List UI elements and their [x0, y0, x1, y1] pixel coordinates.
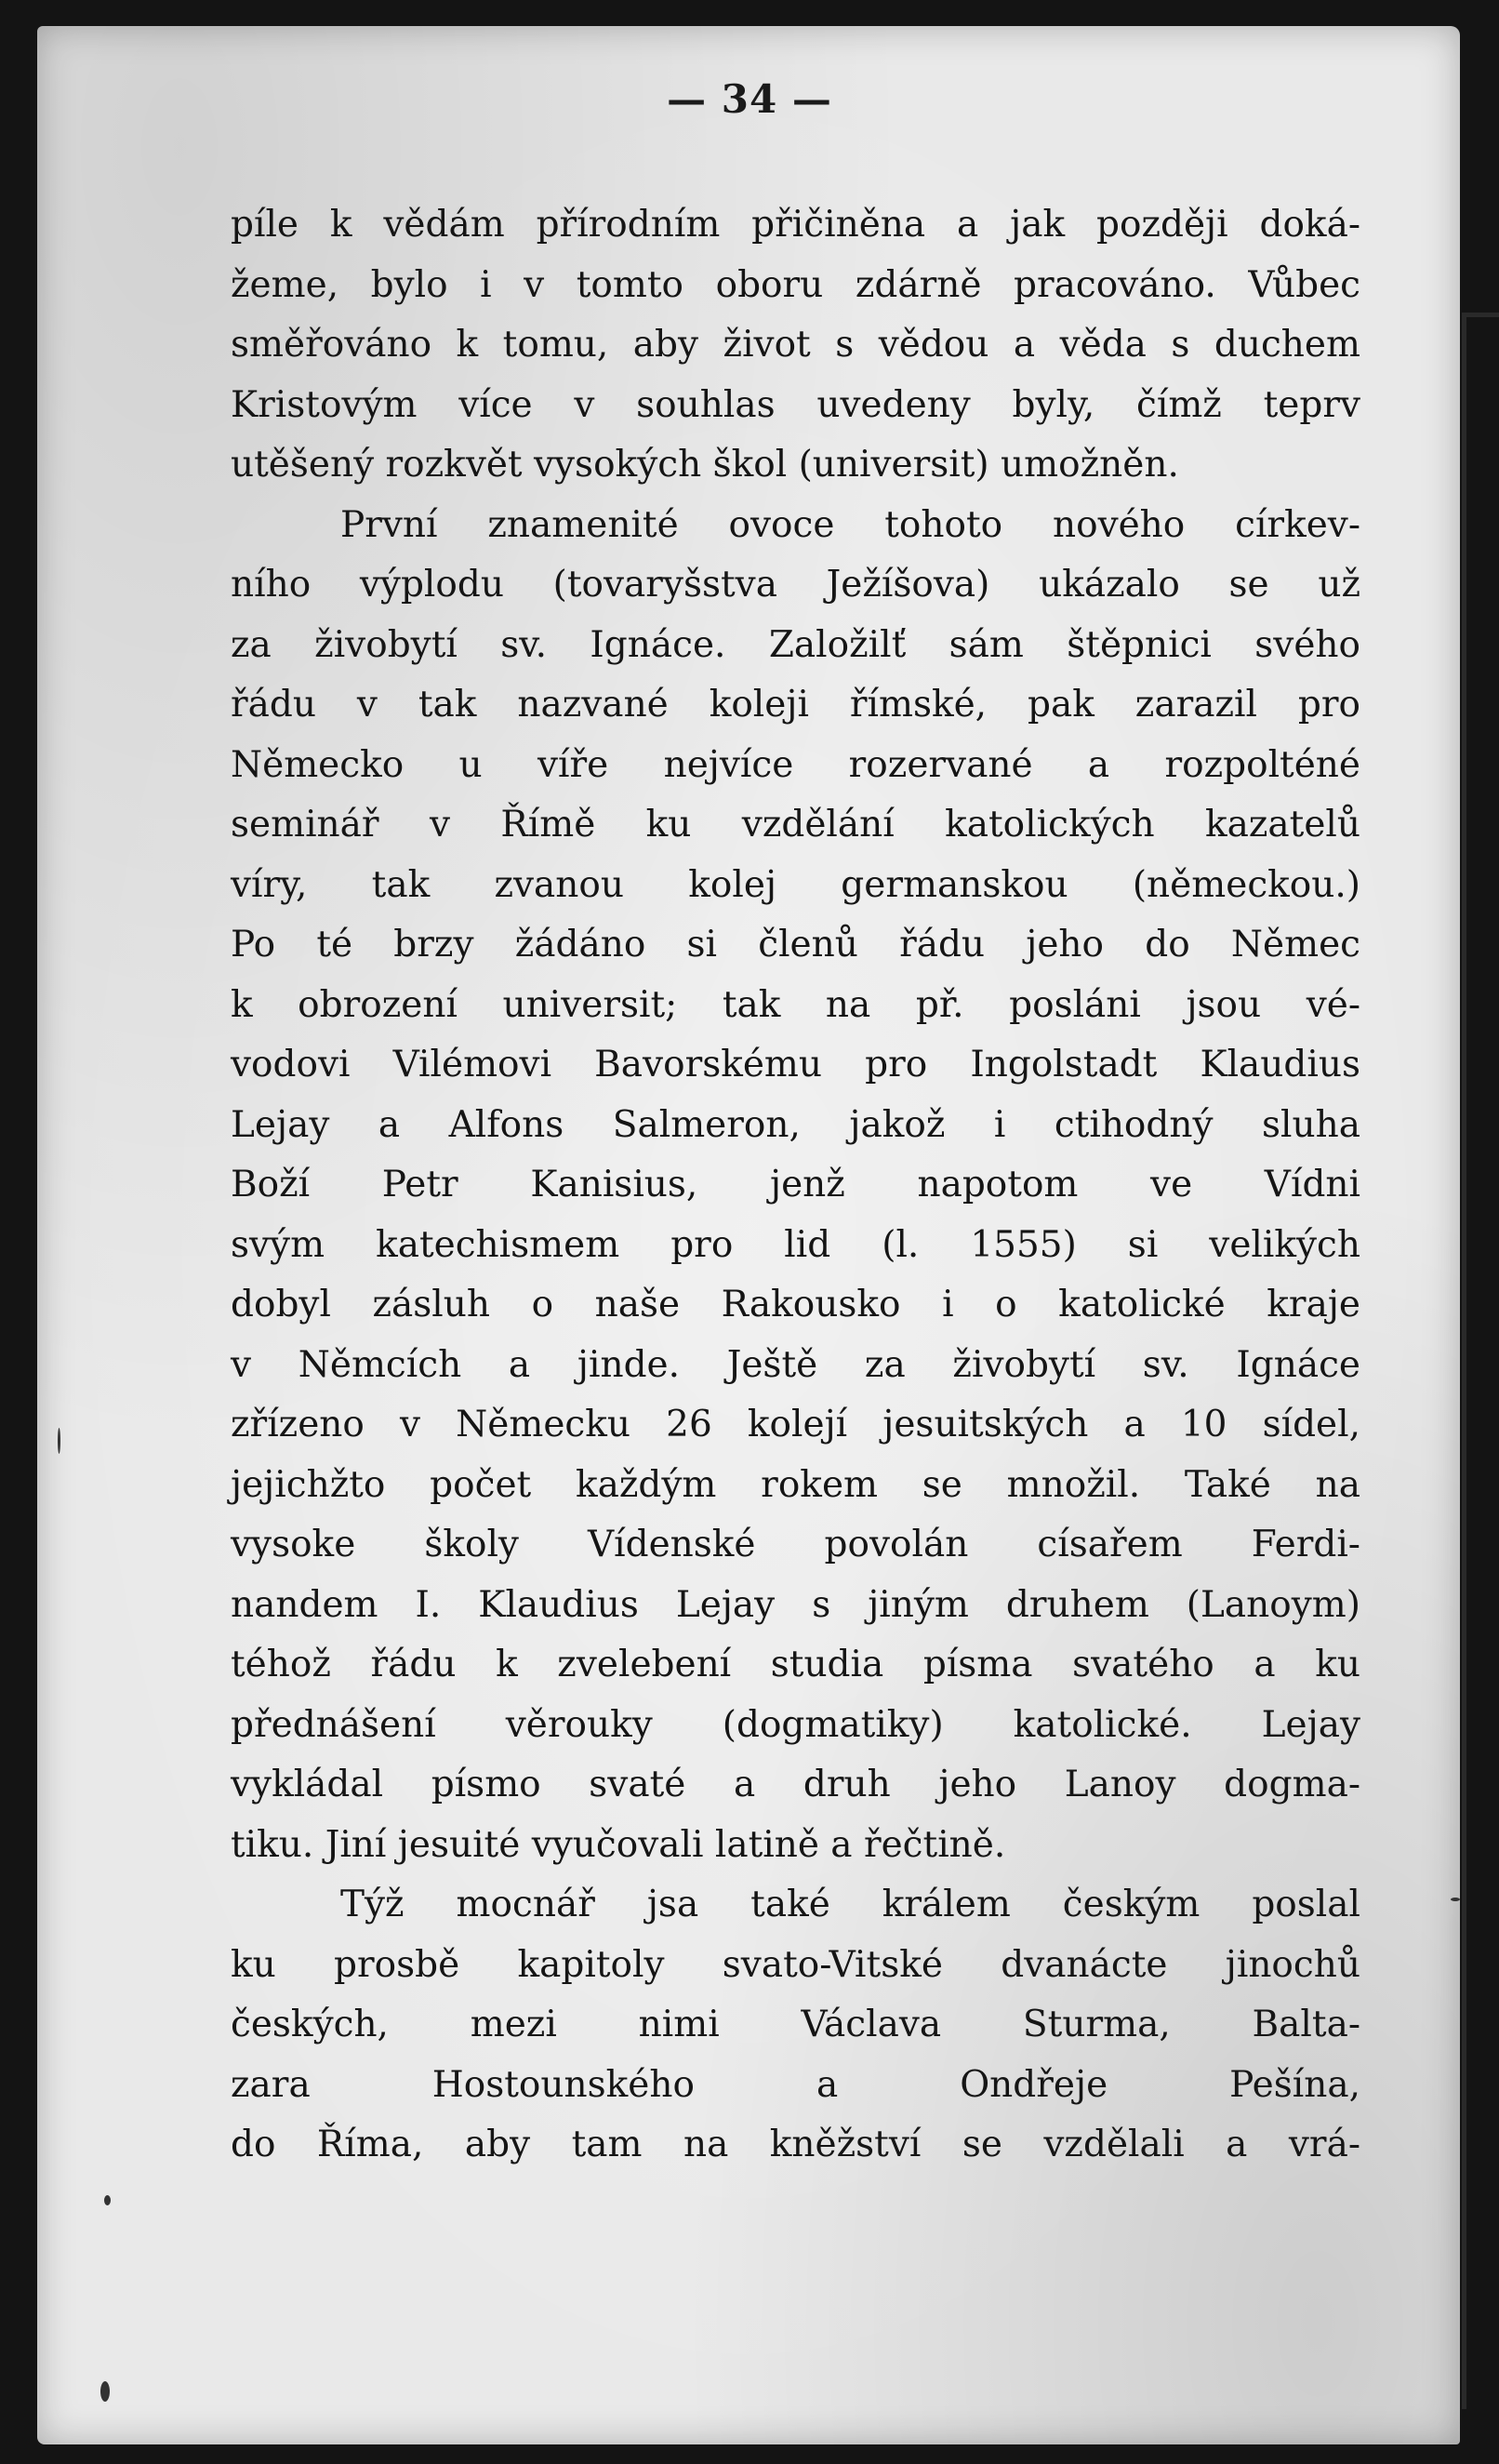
text-line: ku prosbě kapitoly svato-Vitské dvanácte jinochů [231, 1943, 1360, 1986]
page-edge-shadow [1462, 316, 1466, 2409]
text-line: První znamenité ovoce tohoto nového církev- [340, 503, 1360, 546]
text-line: utěšený rozkvět vysokých škol (universit) umožněn. [231, 444, 1179, 486]
text-line: zřízeno v Německu 26 kolejí jesuitských a 10 sídel, [231, 1404, 1360, 1445]
text-line: přednášení věrouky (dogmatiky) katolické. Lejay [231, 1703, 1360, 1746]
text-line: nandem I. Klaudius Lejay s jiným druhem (Lanoym) [231, 1583, 1360, 1626]
text-line: zara Hostounského a Ondřeje Pešína, [231, 2063, 1360, 2106]
text-line: vysoke školy Vídenské povolán císařem Ferdi- [231, 1524, 1360, 1565]
text-line: píle k vědám přírodním přičiněna a jak později doká- [231, 204, 1360, 246]
text-line: Týž mocnář jsa také králem českým poslal [340, 1884, 1360, 1925]
text-line: žeme, bylo i v tomto oboru zdárně pracováno. Vůbec [231, 263, 1360, 306]
text-line: jejichžto počet každým rokem se množil. Také na [231, 1463, 1360, 1506]
text-line: Boží Petr Kanisius, jenž napotom ve Vídni [231, 1164, 1360, 1205]
paragraph-1 [231, 195, 1360, 1875]
scan-speck [104, 2195, 111, 2205]
text-line: vykládal písmo svaté a druh jeho Lanoy dogma- [231, 1764, 1360, 1805]
body-text [231, 195, 1360, 2176]
text-line: Německo u víře nejvíce rozervané a rozpolténé [231, 743, 1360, 786]
text-line: seminář v Římě ku vzdělání katolických kazatelů [231, 804, 1360, 846]
text-line: do Říma, aby tam na kněžství se vzdělali a vrá- [231, 2124, 1360, 2165]
text-line: českých, mezi nimi Václava Sturma, Balta- [231, 2004, 1360, 2045]
scan-speck [58, 1428, 60, 1454]
page-number: — 34 — [667, 76, 832, 122]
text-line: k obrození universit; tak na př. posláni jsou vé- [231, 983, 1360, 1026]
text-line: ního výplodu (tovaryšstva Ježíšova) ukázalo se už [231, 564, 1360, 606]
text-line: za živobytí sv. Ignáce. Založilť sám štěpnici svého [231, 623, 1360, 666]
text-line: svým katechismem pro lid (l. 1555) si velikých [231, 1223, 1360, 1266]
text-line: směřováno k tomu, aby život s vědou a věda s duchem [231, 324, 1360, 366]
text-line: Po té brzy žádáno si členů řádu jeho do Němec [231, 924, 1360, 966]
text-line: téhož řádu k zvelebení studia písma svatého a ku [231, 1644, 1360, 1685]
scan-speck [100, 2381, 110, 2402]
text-line: Lejay a Alfons Salmeron, jakož i ctihodný sluha [231, 1103, 1360, 1146]
page-edge-cap [1462, 313, 1499, 317]
text-line: Kristovým více v souhlas uvedeny byly, čímž teprv [231, 383, 1360, 426]
text-line: víry, tak zvanou kolej germanskou (německou.) [231, 863, 1360, 906]
text-line: dobyl zásluh o naše Rakousko i o katolické kraje [231, 1284, 1360, 1325]
text-line: v Němcích a jinde. Ještě za živobytí sv. Ignáce [231, 1343, 1360, 1386]
text-line: tiku. Jiní jesuité vyučovali latině a řečtině. [231, 1823, 1006, 1866]
paragraph-2 [231, 1875, 1360, 2176]
text-line: vodovi Vilémovi Bavorskému pro Ingolstadt Klaudius [231, 1044, 1360, 1085]
scan-speck [1451, 1898, 1460, 1901]
text-line: řádu v tak nazvané koleji římské, pak zarazil pro [231, 684, 1360, 726]
